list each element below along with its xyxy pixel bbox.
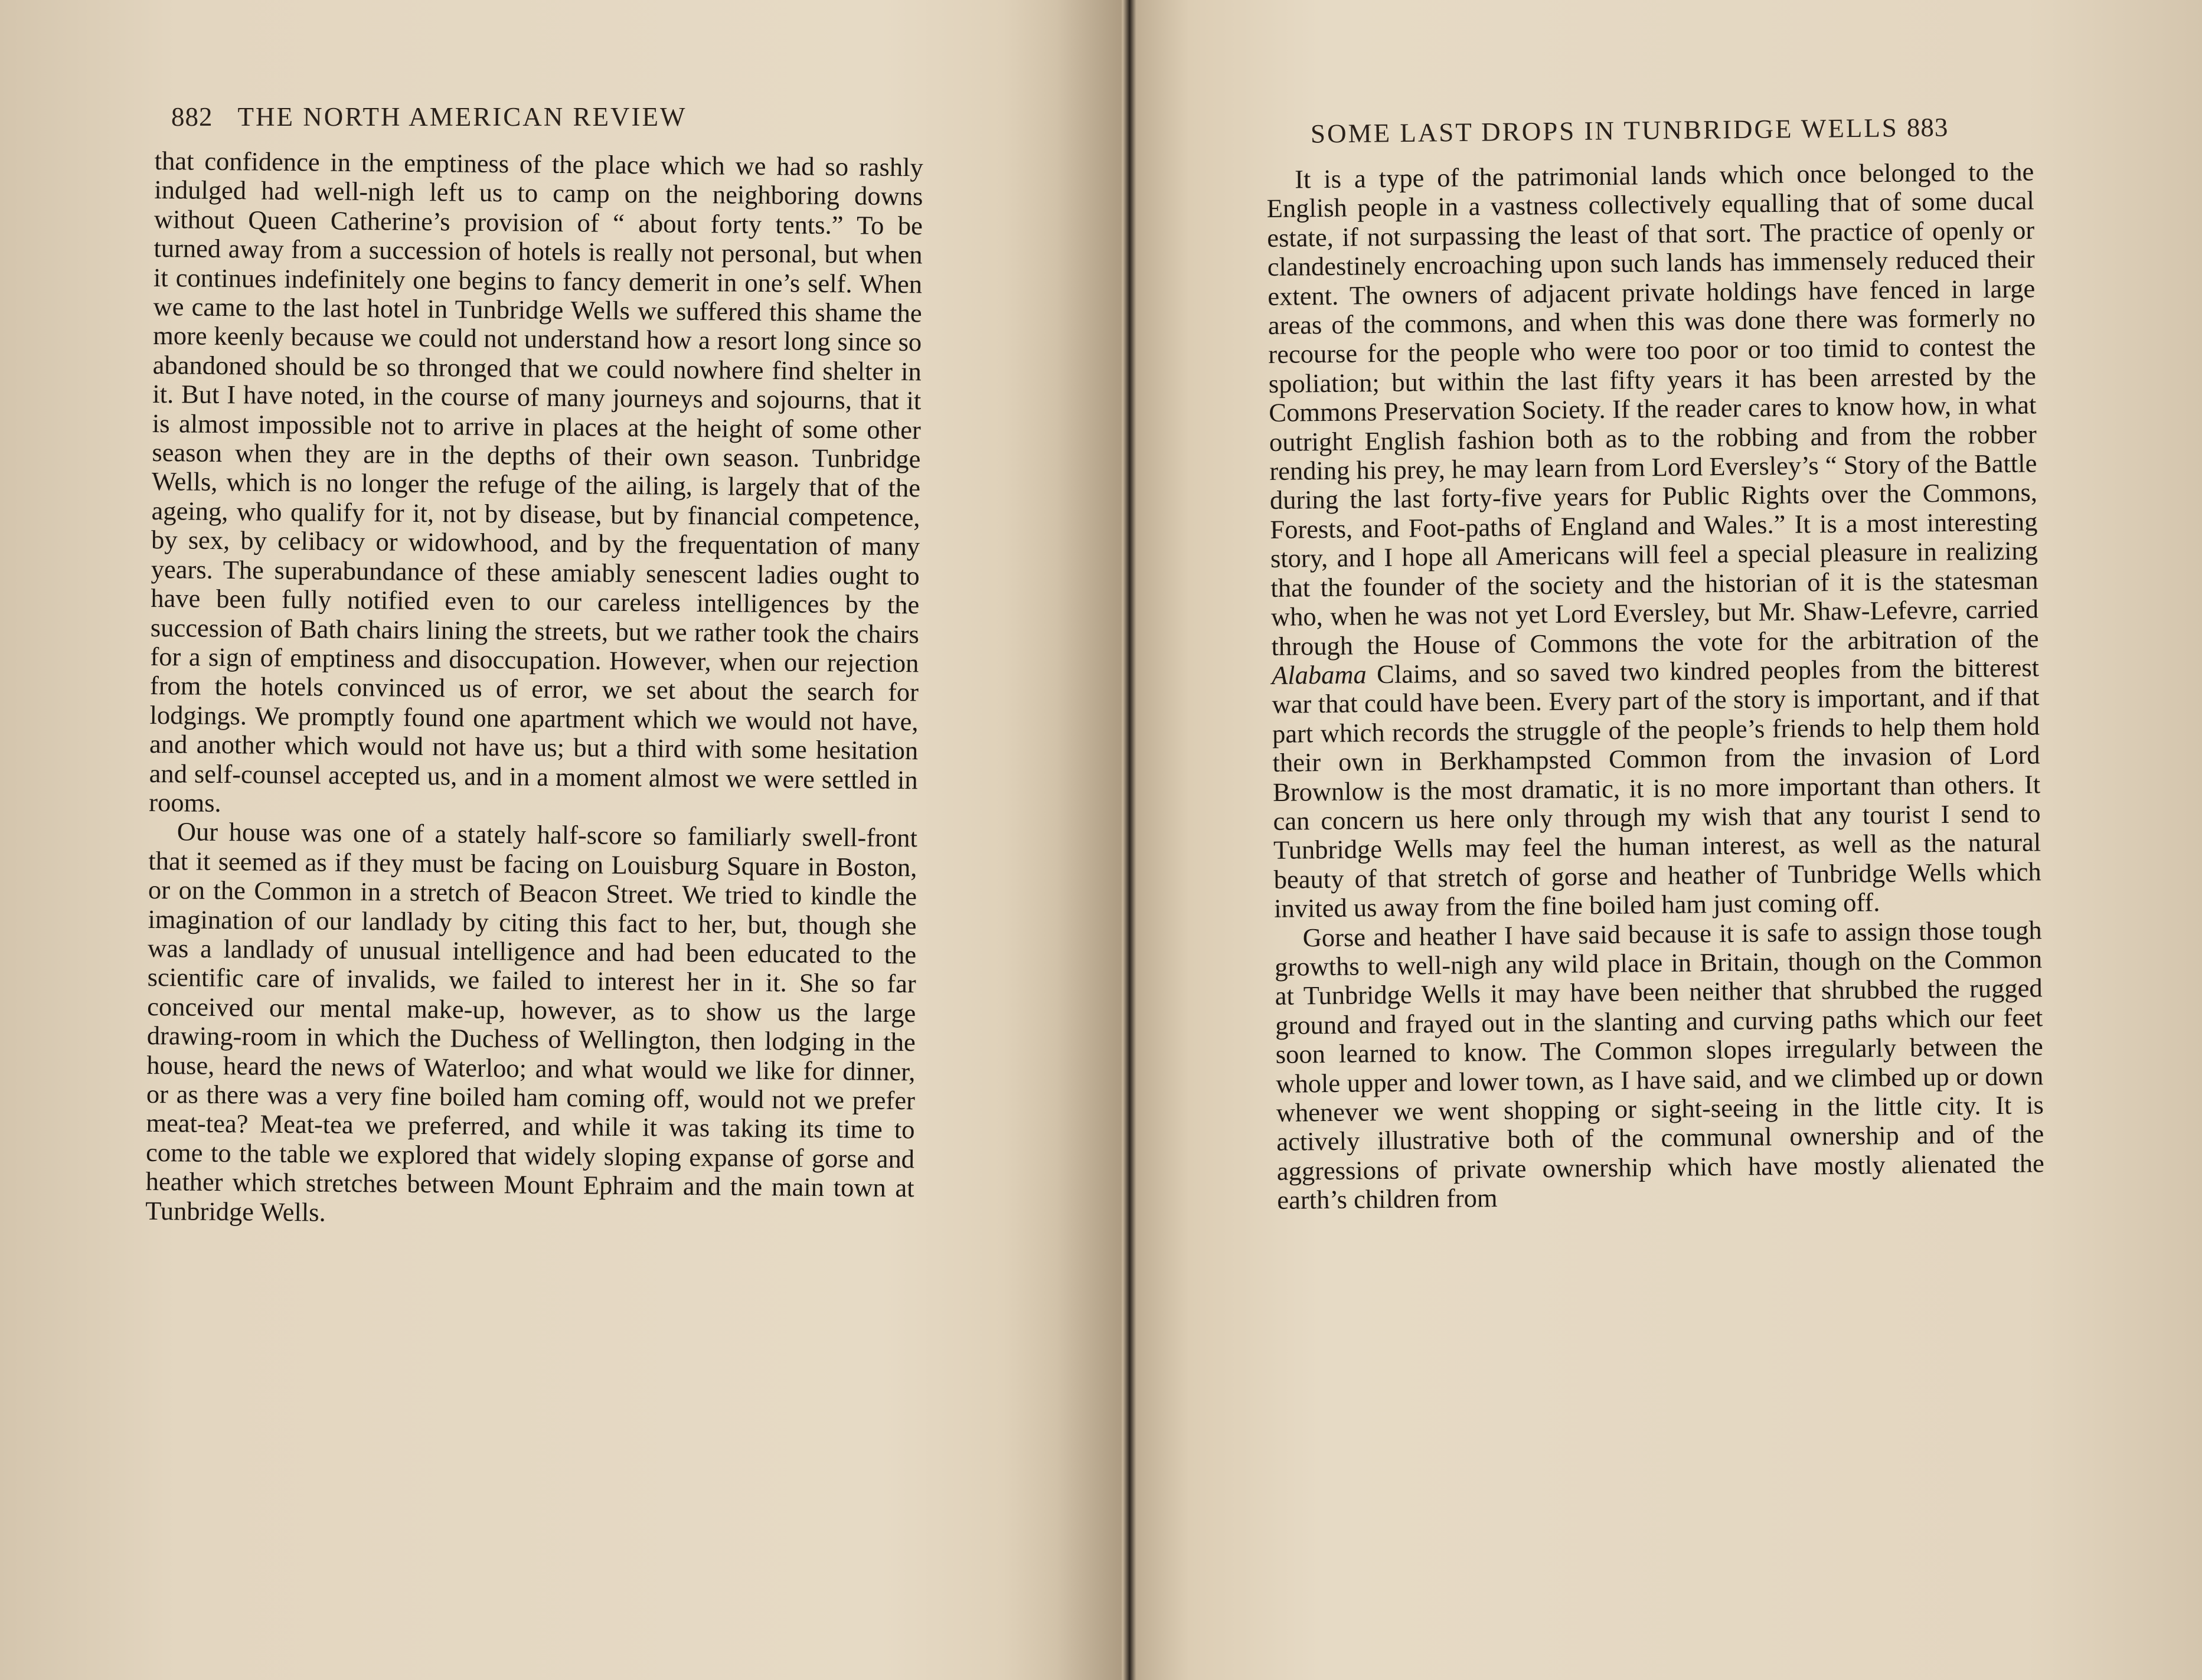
right-body-text xyxy=(1266,157,2045,1215)
right-paragraph-1-part-b: Claims, and so saved two kindred peoples from the bitterest war that could have been. Every part of the story is important, and if that part which records the struggle of the people’s friends to help them hold their own in Berkhampsted Common from the invasion of Lord Brownlow is the most dramatic, it is no more important than others. It can concern us here only through my wish that any tourist I send to Tunbridge Wells may feel the human interest, as well as the natural beauty of that stretch of gorse and heather of Tunbridge Wells which invited us away from the fine boiled ham just coming off. xyxy=(1272,652,2041,924)
left-running-head xyxy=(171,102,687,132)
left-paragraph-2: Our house was one of a stately half-score so familiarly swell-front that it seemed as if they must be facing on Louisburg Square in Boston, or on the Common in a stretch of Beacon Street. We tried to kindle the imagination of our landlady by citing this fact to her, but, though she was a landlady of unusual intelligence and had been educated to the scientific care of invalids, we failed to interest her in it. She so far conceived our mental make-up, however, as to show us the large drawing-room in which the Duchess of Wellington, then lodging in the house, heard the news of Waterloo; and what would we like for dinner, or as there was a very fine boiled ham coming off, would not we prefer meat-tea? Meat-tea we preferred, and while it was taking its time to come to the table we explored that widely sloping expanse of gorse and heather which stretches between Mount Ephraim and the main town at Tunbridge Wells. xyxy=(145,816,918,1227)
right-running-head xyxy=(1311,112,1949,149)
left-running-title: THE NORTH AMERICAN REVIEW xyxy=(237,102,687,132)
left-page-number: 882 xyxy=(171,102,213,132)
right-page-number: 883 xyxy=(1906,112,1949,143)
right-page xyxy=(1128,0,2202,1680)
right-paragraph-2: Gorse and heather I have said because it is safe to assign those tough growths to well-nigh any wild place in Britain, though on the Common at Tunbridge Wells it may have been neither that shrubbed the rugged ground and frayed out in the slanting and curving paths which our feet soon learned to know. The Common slopes irregularly between the whole upper and lower town, as I have said, and we climbed up or down whenever we went shopping or sight-seeing in the little city. It is actively illustrative both of the communal ownership and of the aggressions of private ownership which have mostly alienated the earth’s children from xyxy=(1274,914,2045,1215)
right-running-title: SOME LAST DROPS IN TUNBRIDGE WELLS xyxy=(1310,113,1899,149)
alabama-italic: Alabama xyxy=(1271,659,1367,690)
gutter-shadow-left xyxy=(1004,0,1122,1680)
left-paragraph-1: that confidence in the emptiness of the place which we had so rashly indulged had well-nigh left us to camp on the neighboring downs without Queen Catherine’s provision of “ about forty tents.” To be turned away from a succession of hotels is really not personal, but when it continues indefinitely one begins to fancy demerit in one’s self. When we came to the last hotel in Tunbridge Wells we suffered this shame the more keenly because we could not understand how a resort long since so abandoned should be so thronged that we could nowhere find shelter in it. But I have noted, in the course of many journeys and sojourns, that it is almost impossible not to arrive in places at the height of some other season when they are in the depths of their own season. Tunbridge Wells, which is no longer the refuge of the ailing, is largely that of the ageing, who qualify for it, not by disease, but by financial competence, by sex, by celibacy or widowhood, and by the frequentation of many years. The superabundance of these amiably senescent ladies ought to have been fully notified even to our careless intelligences by the succession of Bath chairs lining the streets, but we rather took the chairs for a sign of emptiness and disoccupation. However, when our rejection from the hotels convinced us of error, we set about the search for lodgings. We promptly found one apartment which we would not have, and another which would not have us; but a third with some hesitation and self-counsel accepted us, and in a moment almost we were settled in rooms. xyxy=(149,146,923,818)
right-paragraph-1 xyxy=(1266,157,2041,923)
right-paragraph-1-part-a: It is a type of the patrimonial lands which once belonged to the English people in a vastness collectively equalling that of some ducal estate, if not surpassing the least of that sort. The practice of openly or clandestinely encroaching upon such lands has immensely reduced their extent. The owners of adjacent private holdings have fenced in large areas of the commons, and when this was done there was formerly no recourse for the people who were too poor or too timid to contest the spoliation; but within the last fifty years it has been arrested by the Commons Preservation Society. If the reader cares to know how, in what outright English fashion both as to the robbing and from the robber rending his prey, he may learn from Lord Eversley’s “ Story of the Battle during the last forty-five years for Public Rights over the Commons, Forests, and Foot-paths of England and Wales.” It is a most interesting story, and I hope all Americans will feel a special pleasure in realizing that the founder of the society and the historian of it is the statesman who, when he was not yet Lord Eversley, but Mr. Shaw-Lefevre, carried through the House of Commons the vote for the arbitration of the xyxy=(1266,156,2039,661)
left-body-text xyxy=(145,146,923,1232)
